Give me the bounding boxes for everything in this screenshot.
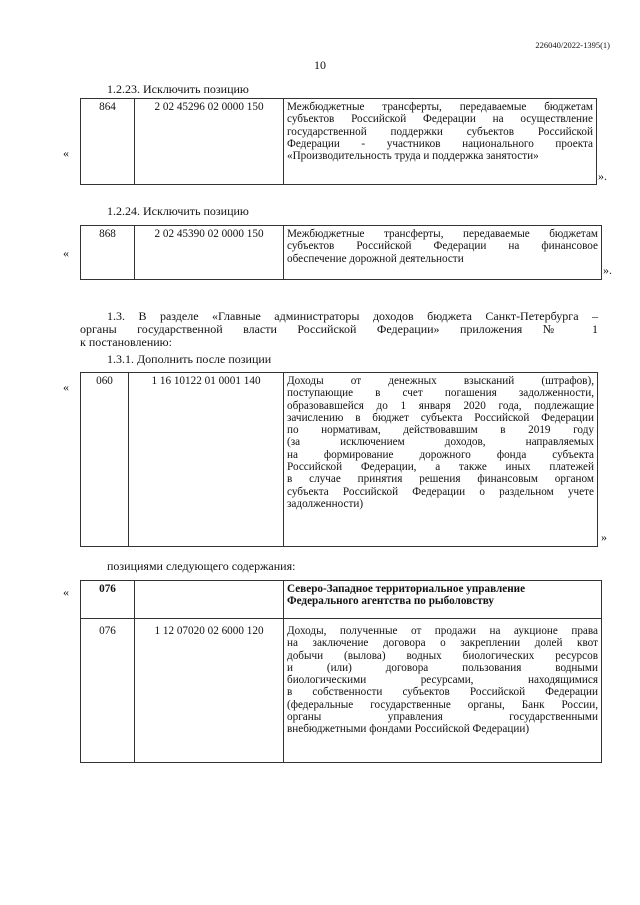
description-line: поступающие в счет погашения задолженности, bbox=[287, 387, 594, 400]
description-cell bbox=[284, 99, 597, 185]
description-line: (за исключением доходов, направляемых bbox=[287, 436, 594, 449]
description-cell bbox=[284, 619, 602, 763]
code-cell: 864 bbox=[81, 99, 135, 185]
table-row bbox=[81, 373, 598, 547]
description-line: Доходы, полученные от продажи на аукционе права bbox=[287, 625, 598, 637]
open-quote: « bbox=[63, 146, 69, 160]
description-line: и (или) договора пользования водными bbox=[287, 661, 598, 674]
description-line: в собственности субъектов Российской Федерации bbox=[287, 686, 598, 699]
description-line: образовавшейся до 1 января 2020 года, подлежащие bbox=[287, 399, 594, 412]
description-line: субъекта Российской Федерации о раздельном учете bbox=[287, 485, 594, 498]
header-description-line: Северо-Западное территориальное управление bbox=[287, 583, 526, 595]
section-1-3-paragraph bbox=[80, 310, 598, 349]
kbk-cell: 2 02 45296 02 0000 150 bbox=[135, 99, 284, 185]
table-row bbox=[81, 581, 602, 619]
description-line: обеспечение дорожной деятельности bbox=[287, 252, 464, 265]
description-line: Доходы от денежных взысканий (штрафов), bbox=[287, 375, 594, 387]
open-quote: « bbox=[63, 380, 69, 394]
description-line: зачислению в бюджет субъекта Российской Федерации bbox=[287, 411, 594, 424]
description-line: внебюджетными фондами Российской Федерации) bbox=[287, 723, 530, 736]
replacement-intro: позициями следующего содержания: bbox=[107, 559, 296, 573]
table-row bbox=[81, 99, 597, 185]
description-line: Межбюджетные трансферты, передаваемые бюджетам bbox=[287, 101, 593, 113]
description-line: субъектов Российской Федерации на финансовое bbox=[287, 240, 598, 253]
kbk-cell: 1 16 10122 01 0001 140 bbox=[129, 373, 284, 547]
empty-kbk-cell bbox=[135, 581, 284, 619]
header-description-line: Федерального агентства по рыболовству bbox=[287, 595, 495, 608]
close-quote: ». bbox=[603, 263, 612, 277]
header-description-cell bbox=[284, 581, 602, 619]
close-quote: ». bbox=[598, 169, 607, 183]
table-position-076 bbox=[80, 580, 602, 763]
document-id: 226040/2022-1395(1) bbox=[535, 40, 610, 50]
kbk-cell: 2 02 45390 02 0000 150 bbox=[135, 226, 284, 280]
table-row bbox=[81, 619, 602, 763]
section-1-2-24-heading: 1.2.24. Исключить позицию bbox=[107, 204, 249, 218]
open-quote: « bbox=[63, 585, 69, 599]
section-1-2-23-heading: 1.2.23. Исключить позицию bbox=[107, 82, 249, 96]
description-line: Российской Федерации, а также иных платежей bbox=[287, 461, 594, 474]
description-line: «Производительность труда и поддержка занятости» bbox=[287, 150, 539, 163]
code-cell: 076 bbox=[81, 619, 135, 763]
description-line: Федерации - участников национального проекта bbox=[287, 137, 593, 150]
description-line: задолженности) bbox=[287, 497, 364, 510]
close-quote: » bbox=[601, 530, 607, 544]
table-row bbox=[81, 226, 602, 280]
description-line: на формирование дорожного фонда субъекта bbox=[287, 448, 594, 461]
code-cell: 060 bbox=[81, 373, 129, 547]
paragraph-line: к постановлению: bbox=[80, 335, 172, 349]
description-line: по нормативам, действовавшим в 2019 году bbox=[287, 424, 594, 437]
kbk-cell: 1 12 07020 02 6000 120 bbox=[135, 619, 284, 763]
table-position-864 bbox=[80, 98, 597, 185]
table-position-868 bbox=[80, 225, 602, 280]
description-line: субъектов Российской Федерации на осуществление bbox=[287, 113, 593, 126]
paragraph-line: органы государственной власти Российской Федерации» приложения № 1 bbox=[80, 322, 598, 336]
description-line: добычи (вылова) водных биологических ресурсов bbox=[287, 649, 598, 662]
description-line: в случае принятия решения финансовым органом bbox=[287, 473, 594, 486]
table-position-060 bbox=[80, 372, 598, 547]
description-line: органы управления государственными bbox=[287, 711, 598, 724]
description-cell bbox=[284, 373, 598, 547]
code-cell: 868 bbox=[81, 226, 135, 280]
page-number: 10 bbox=[314, 58, 326, 72]
description-line: (федеральные государственные органы, Банк России, bbox=[287, 698, 598, 711]
paragraph-line: 1.3. В разделе «Главные администраторы доходов бюджета Санкт-Петербурга – bbox=[107, 309, 598, 323]
section-1-3-1-heading: 1.3.1. Дополнить после позиции bbox=[107, 352, 272, 366]
description-line: биологическими ресурсами, находящимися bbox=[287, 674, 598, 687]
description-cell bbox=[284, 226, 602, 280]
header-code-cell: 076 bbox=[81, 581, 135, 619]
description-line: на заключение договора о закреплении долей квот bbox=[287, 637, 598, 650]
description-line: Межбюджетные трансферты, передаваемые бюджетам bbox=[287, 228, 598, 240]
description-line: государственной поддержки субъектов Российской bbox=[287, 125, 593, 138]
open-quote: « bbox=[63, 246, 69, 260]
